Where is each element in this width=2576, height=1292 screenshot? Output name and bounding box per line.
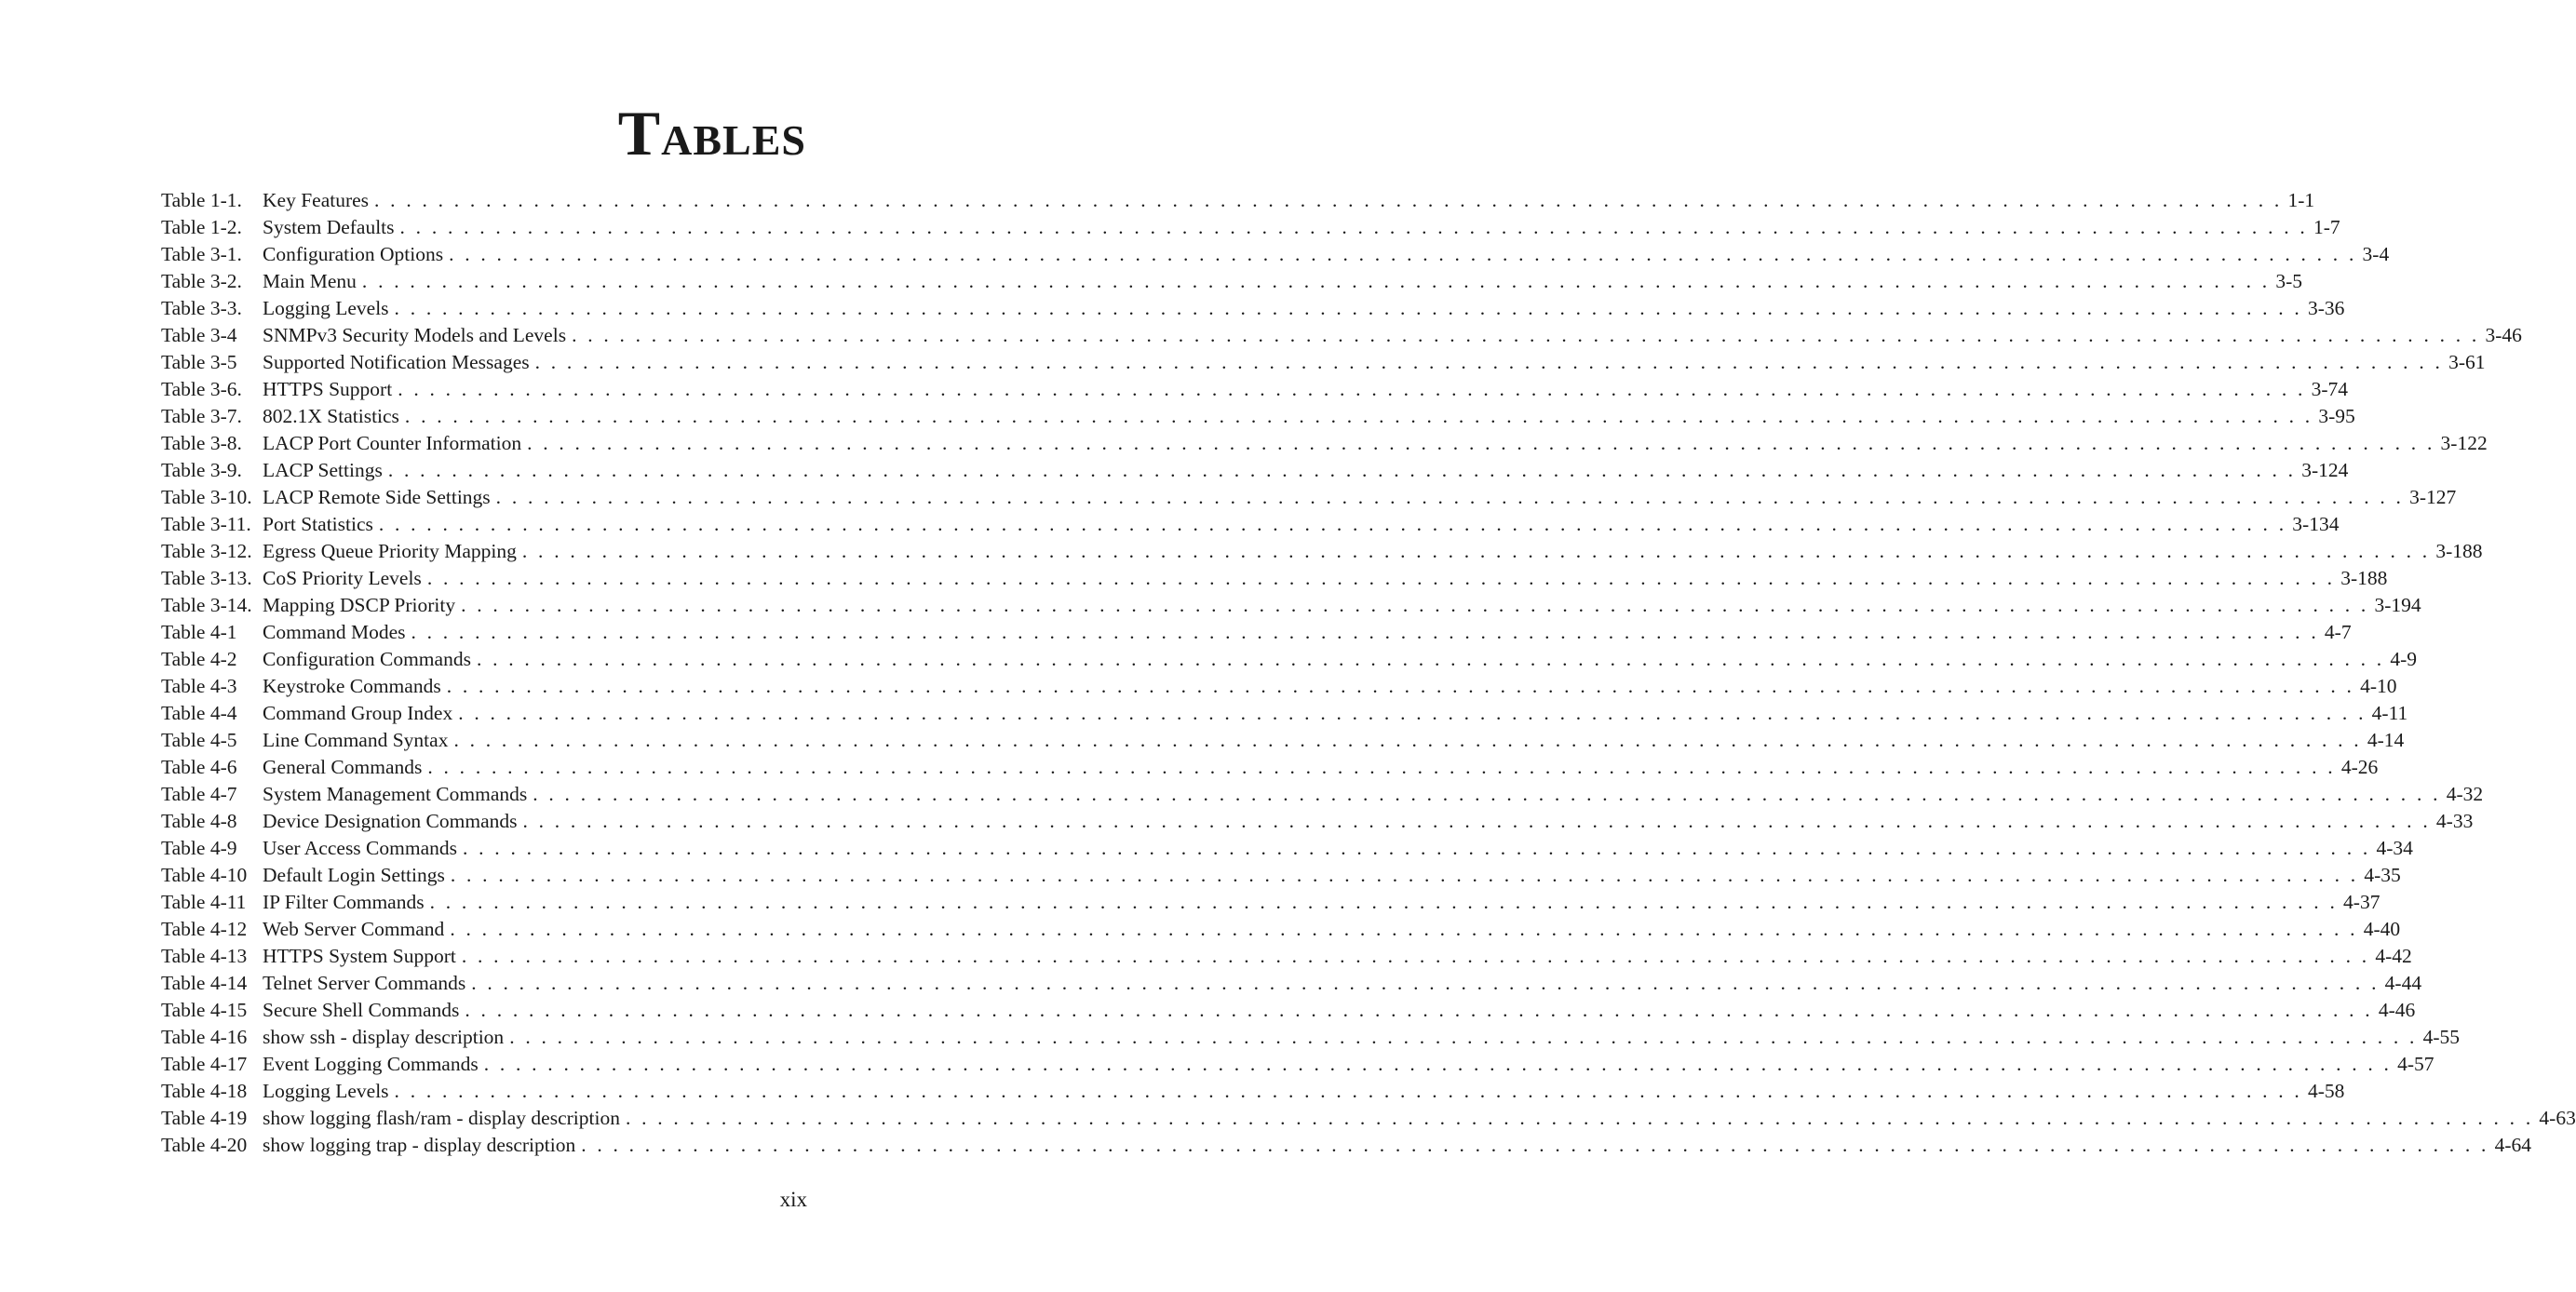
toc-entry-page: 3-194 <box>2374 594 2421 616</box>
toc-entry-number: Table 1-1. <box>161 189 242 211</box>
toc-entry[interactable] <box>161 1107 2576 1134</box>
toc-entry[interactable] <box>161 324 2522 351</box>
dot-leader: . . . . . . . . . . . . . . . . . . . . . . . . . . . . . . . . . . . . . . . . . . . . . . . . . . . . . . . . . . . . . . . . . . . . . . . . . . . . . . . . . . . . . . . . . . . . . . . . . . . . . . . . . . . . . . . . . . . . . . . . <box>387 459 2297 481</box>
toc-entry-page: 4-26 <box>2340 756 2379 778</box>
toc-entry-page: 3-95 <box>2318 405 2355 427</box>
toc-entry-page: 3-188 <box>2340 567 2388 589</box>
toc-entry-page: 4-32 <box>2446 783 2484 805</box>
toc-entry-title: Secure Shell Commands <box>263 999 460 1021</box>
toc-entry[interactable] <box>161 405 2355 432</box>
toc-entry-title: Main Menu <box>263 270 357 292</box>
toc-entry-title: Port Statistics <box>263 513 373 535</box>
toc-entry-number: Table 3-11. <box>161 513 251 535</box>
toc-entry-page: 4-34 <box>2376 837 2413 859</box>
toc-entry-title: General Commands <box>263 756 423 778</box>
toc-entry-page: 3-124 <box>2301 459 2349 481</box>
dot-leader: . . . . . . . . . . . . . . . . . . . . . . . . . . . . . . . . . . . . . . . . . . . . . . . . . . . . . . . . . . . . . . . . . . . . . . . . . . . . . . . . . . . . . . . . . . . . . . . . . . . . . . . . . . . . . . . . . . . . . . . . <box>426 567 2336 589</box>
toc-entry-number: Table 3-4 <box>161 324 237 346</box>
toc-entry-number: Table 4-2 <box>161 648 237 670</box>
toc-entry-title: Line Command Syntax <box>263 729 449 751</box>
toc-entry[interactable] <box>161 621 2352 648</box>
toc-entry[interactable] <box>161 243 2390 270</box>
dot-leader: . . . . . . . . . . . . . . . . . . . . . . . . . . . . . . . . . . . . . . . . . . . . . . . . . . . . . . . . . . . . . . . . . . . . . . . . . . . . . . . . . . . . . . . . . . . . . . . . . . . . . . . . . . . . . . . . . . . . . . . . <box>509 1026 2418 1048</box>
toc-entry-title: LACP Port Counter Information <box>263 432 522 454</box>
toc-entry-number: Table 4-9 <box>161 837 237 859</box>
toc-entry-title: Device Designation Commands <box>263 810 518 832</box>
toc-entry-title: Logging Levels <box>263 1080 389 1102</box>
toc-entry-title: Telnet Server Commands <box>263 972 466 994</box>
toc-entry[interactable] <box>161 918 2401 945</box>
toc-entry-number: Table 4-6 <box>161 756 237 778</box>
toc-entry[interactable] <box>161 810 2474 837</box>
toc-entry-number: Table 3-13. <box>161 567 252 589</box>
toc-entry-title: Configuration Options <box>263 243 444 265</box>
toc-entry-page: 3-61 <box>2448 351 2486 373</box>
dot-leader: . . . . . . . . . . . . . . . . . . . . . . . . . . . . . . . . . . . . . . . . . . . . . . . . . . . . . . . . . . . . . . . . . . . . . . . . . . . . . . . . . . . . . . . . . . . . . . . . . . . . . . . . . . . . . . . . . . . . . . . . <box>534 351 2444 373</box>
toc-entry-title: Egress Queue Priority Mapping <box>263 540 517 562</box>
toc-entry-number: Table 3-10. <box>161 486 252 508</box>
toc-entry-number: Table 4-1 <box>161 621 237 643</box>
toc-entry-page: 4-63 <box>2539 1107 2576 1129</box>
toc-entry[interactable] <box>161 459 2349 486</box>
toc-entry-number: Table 4-18 <box>161 1080 248 1102</box>
toc-entry-number: Table 3-8. <box>161 432 242 454</box>
dot-leader: . . . . . . . . . . . . . . . . . . . . . . . . . . . . . . . . . . . . . . . . . . . . . . . . . . . . . . . . . . . . . . . . . . . . . . . . . . . . . . . . . . . . . . . . . . . . . . . . . . . . . . . . . . . . . . . . . . . . . . . . <box>533 783 2441 805</box>
toc-entry-title: Event Logging Commands <box>263 1053 479 1075</box>
dot-leader: . . . . . . . . . . . . . . . . . . . . . . . . . . . . . . . . . . . . . . . . . . . . . . . . . . . . . . . . . . . . . . . . . . . . . . . . . . . . . . . . . . . . . . . . . . . . . . . . . . . . . . . . . . . . . . . . . . . . . . . . <box>399 216 2308 238</box>
page-title <box>617 97 806 168</box>
toc-entry-number: Table 3-12. <box>161 540 252 562</box>
toc-entry-title: 802.1X Statistics <box>263 405 399 427</box>
toc-entry-page: 4-9 <box>2390 648 2418 670</box>
toc-entry-page: 4-7 <box>2324 621 2352 643</box>
toc-entry-title: Logging Levels <box>263 297 389 319</box>
toc-entry-title: IP Filter Commands <box>263 891 425 913</box>
toc-entry[interactable] <box>161 567 2388 594</box>
toc-entry-page: 4-33 <box>2435 810 2474 832</box>
toc-entry-title: System Management Commands <box>263 783 528 805</box>
toc-entry-page: 4-35 <box>2364 864 2401 886</box>
toc-entry[interactable] <box>161 864 2401 891</box>
page-number: xix <box>779 1188 807 1211</box>
toc-entry[interactable] <box>161 189 2315 216</box>
toc-entry-number: Table 3-14. <box>161 594 252 616</box>
dot-leader: . . . . . . . . . . . . . . . . . . . . . . . . . . . . . . . . . . . . . . . . . . . . . . . . . . . . . . . . . . . . . . . . . . . . . . . . . . . . . . . . . . . . . . . . . . . . . . . . . . . . . . . . . . . . . . . . . . . . . . . . <box>450 864 2359 886</box>
toc-entry-page: 4-37 <box>2343 891 2380 913</box>
toc-entry-page: 4-44 <box>2384 972 2422 994</box>
toc-entry-page: 4-55 <box>2422 1026 2461 1048</box>
dot-leader: . . . . . . . . . . . . . . . . . . . . . . . . . . . . . . . . . . . . . . . . . . . . . . . . . . . . . . . . . . . . . . . . . . . . . . . . . . . . . . . . . . . . . . . . . . . . . . . . . . . . . . . . . . . . . . . . . . . . . . . . <box>458 702 2367 724</box>
toc-entry-number: Table 3-5 <box>161 351 237 373</box>
toc-entry-number: Table 4-13 <box>161 945 248 967</box>
toc-entry-number: Table 1-2. <box>161 216 242 238</box>
dot-leader: . . . . . . . . . . . . . . . . . . . . . . . . . . . . . . . . . . . . . . . . . . . . . . . . . . . . . . . . . . . . . . . . . . . . . . . . . . . . . . . . . . . . . . . . . . . . . . . . . . . . . . . . . . . . . . . . . . . . . . . . <box>483 1053 2393 1075</box>
toc-entry[interactable] <box>161 1080 2345 1107</box>
toc-entry-page: 4-10 <box>2360 675 2397 697</box>
toc-entry-page: 3-122 <box>2440 432 2488 454</box>
toc-entry-title: HTTPS System Support <box>263 945 456 967</box>
dot-leader: . . . . . . . . . . . . . . . . . . . . . . . . . . . . . . . . . . . . . . . . . . . . . . . . . . . . . . . . . . . . . . . . . . . . . . . . . . . . . . . . . . . . . . . . . . . . . . . . . . . . . . . . . . . . . . . . . . . . . . . . <box>495 486 2405 508</box>
toc-entry-title: Configuration Commands <box>263 648 471 670</box>
dot-leader: . . . . . . . . . . . . . . . . . . . . . . . . . . . . . . . . . . . . . . . . . . . . . . . . . . . . . . . . . . . . . . . . . . . . . . . . . . . . . . . . . . . . . . . . . . . . . . . . . . . . . . . . . . . . . . . . . . . . . . . . <box>476 648 2385 670</box>
dot-leader: . . . . . . . . . . . . . . . . . . . . . . . . . . . . . . . . . . . . . . . . . . . . . . . . . . . . . . . . . . . . . . . . . . . . . . . . . . . . . . . . . . . . . . . . . . . . . . . . . . . . . . . . . . . . . . . . . . . . . . . . <box>394 1080 2302 1102</box>
toc-entry-number: Table 4-5 <box>161 729 237 751</box>
toc-entry-page: 4-58 <box>2307 1080 2345 1102</box>
toc-entry-title: Keystroke Commands <box>263 675 441 697</box>
dot-leader: . . . . . . . . . . . . . . . . . . . . . . . . . . . . . . . . . . . . . . . . . . . . . . . . . . . . . . . . . . . . . . . . . . . . . . . . . . . . . . . . . . . . . . . . . . . . . . . . . . . . . . . . . . . . . . . . . . . . . . . . <box>461 945 2370 967</box>
dot-leader: . . . . . . . . . . . . . . . . . . . . . . . . . . . . . . . . . . . . . . . . . . . . . . . . . . . . . . . . . . . . . . . . . . . . . . . . . . . . . . . . . . . . . . . . . . . . . . . . . . . . . . . . . . . . . . . . . . . . . . . . <box>429 891 2339 913</box>
toc-entry-page: 4-14 <box>2367 729 2405 751</box>
dot-leader: . . . . . . . . . . . . . . . . . . . . . . . . . . . . . . . . . . . . . . . . . . . . . . . . . . . . . . . . . . . . . . . . . . . . . . . . . . . . . . . . . . . . . . . . . . . . . . . . . . . . . . . . . . . . . . . . . . . . . . . . <box>527 432 2435 454</box>
toc-entry-number: Table 4-4 <box>161 702 237 724</box>
toc-entry-number: Table 3-6. <box>161 378 242 400</box>
toc-entry-page: 4-42 <box>2375 945 2412 967</box>
dot-leader: . . . . . . . . . . . . . . . . . . . . . . . . . . . . . . . . . . . . . . . . . . . . . . . . . . . . . . . . . . . . . . . . . . . . . . . . . . . . . . . . . . . . . . . . . . . . . . . . . . . . . . . . . . . . . . . . . . . . . . . . <box>427 756 2336 778</box>
toc-entry-number: Table 4-3 <box>161 675 237 697</box>
table-of-tables <box>161 189 2576 1161</box>
toc-entry-number: Table 3-2. <box>161 270 242 292</box>
dot-leader: . . . . . . . . . . . . . . . . . . . . . . . . . . . . . . . . . . . . . . . . . . . . . . . . . . . . . . . . . . . . . . . . . . . . . . . . . . . . . . . . . . . . . . . . . . . . . . . . . . . . . . . . . . . . . . . . . . . . . . . . <box>449 243 2357 265</box>
toc-entry[interactable] <box>161 999 2416 1026</box>
toc-entry-title: Command Group Index <box>263 702 453 724</box>
dot-leader: . . . . . . . . . . . . . . . . . . . . . . . . . . . . . . . . . . . . . . . . . . . . . . . . . . . . . . . . . . . . . . . . . . . . . . . . . . . . . . . . . . . . . . . . . . . . . . . . . . . . . . . . . . . . . . . . . . . . . . . . <box>581 1134 2489 1156</box>
toc-entry-page: 3-4 <box>2362 243 2390 265</box>
toc-entry-number: Table 4-20 <box>161 1134 248 1156</box>
toc-entry-page: 4-11 <box>2371 702 2408 724</box>
toc-entry[interactable] <box>161 1053 2434 1080</box>
toc-entry-number: Table 4-7 <box>161 783 237 805</box>
toc-entry-page: 3-134 <box>2292 513 2340 535</box>
toc-entry-number: Table 4-10 <box>161 864 248 886</box>
toc-entry[interactable] <box>161 837 2413 864</box>
toc-entry-number: Table 3-7. <box>161 405 242 427</box>
toc-entry-page: 1-7 <box>2313 216 2340 238</box>
toc-entry[interactable] <box>161 594 2421 621</box>
toc-entry-page: 4-64 <box>2494 1134 2532 1156</box>
toc-entry-title: System Defaults <box>263 216 395 238</box>
toc-entry[interactable] <box>161 486 2457 513</box>
toc-entry-page: 4-46 <box>2378 999 2416 1021</box>
toc-entry[interactable] <box>161 1134 2532 1161</box>
toc-entry-page: 1-1 <box>2287 189 2315 211</box>
dot-leader: . . . . . . . . . . . . . . . . . . . . . . . . . . . . . . . . . . . . . . . . . . . . . . . . . . . . . . . . . . . . . . . . . . . . . . . . . . . . . . . . . . . . . . . . . . . . . . . . . . . . . . . . . . . . . . . . . . . . . . . . <box>625 1107 2534 1129</box>
toc-entry-number: Table 3-1. <box>161 243 242 265</box>
toc-entry-title: Mapping DSCP Priority <box>263 594 456 616</box>
dot-leader: . . . . . . . . . . . . . . . . . . . . . . . . . . . . . . . . . . . . . . . . . . . . . . . . . . . . . . . . . . . . . . . . . . . . . . . . . . . . . . . . . . . . . . . . . . . . . . . . . . . . . . . . . . . . . . . . . . . . . . . . <box>465 999 2373 1021</box>
toc-entry[interactable] <box>161 675 2397 702</box>
dot-leader: . . . . . . . . . . . . . . . . . . . . . . . . . . . . . . . . . . . . . . . . . . . . . . . . . . . . . . . . . . . . . . . . . . . . . . . . . . . . . . . . . . . . . . . . . . . . . . . . . . . . . . . . . . . . . . . . . . . . . . . . <box>522 810 2431 832</box>
toc-entry[interactable] <box>161 972 2422 999</box>
toc-entry-number: Table 4-19 <box>161 1107 248 1129</box>
toc-entry-number: Table 3-9. <box>161 459 242 481</box>
toc-entry-title: show logging flash/ram - display description <box>263 1107 620 1129</box>
dot-leader: . . . . . . . . . . . . . . . . . . . . . . . . . . . . . . . . . . . . . . . . . . . . . . . . . . . . . . . . . . . . . . . . . . . . . . . . . . . . . . . . . . . . . . . . . . . . . . . . . . . . . . . . . . . . . . . . . . . . . . . . <box>463 837 2371 859</box>
toc-entry-page: 3-46 <box>2485 324 2522 346</box>
toc-entry-page: 3-188 <box>2435 540 2483 562</box>
toc-entry[interactable] <box>161 756 2379 783</box>
toc-entry-number: Table 4-14 <box>161 972 248 994</box>
toc-entry-number: Table 4-16 <box>161 1026 248 1048</box>
toc-entry[interactable] <box>161 351 2486 378</box>
dot-leader: . . . . . . . . . . . . . . . . . . . . . . . . . . . . . . . . . . . . . . . . . . . . . . . . . . . . . . . . . . . . . . . . . . . . . . . . . . . . . . . . . . . . . . . . . . . . . . . . . . . . . . . . . . . . . . . . . . . . . . . . <box>404 405 2313 427</box>
dot-leader: . . . . . . . . . . . . . . . . . . . . . . . . . . . . . . . . . . . . . . . . . . . . . . . . . . . . . . . . . . . . . . . . . . . . . . . . . . . . . . . . . . . . . . . . . . . . . . . . . . . . . . . . . . . . . . . . . . . . . . . . <box>374 189 2283 211</box>
toc-entry-title: SNMPv3 Security Models and Levels <box>263 324 567 346</box>
toc-entry-page: 3-127 <box>2409 486 2457 508</box>
toc-entry-title: Supported Notification Messages <box>263 351 530 373</box>
toc-entry[interactable] <box>161 891 2380 918</box>
toc-entry-title: show logging trap - display description <box>263 1134 576 1156</box>
toc-entry[interactable] <box>161 297 2345 324</box>
toc-entry-number: Table 4-11 <box>161 891 247 913</box>
toc-entry-title: CoS Priority Levels <box>263 567 422 589</box>
toc-entry[interactable] <box>161 270 2303 297</box>
toc-entry[interactable] <box>161 945 2412 972</box>
toc-entry-page: 3-74 <box>2311 378 2349 400</box>
toc-entry[interactable] <box>161 648 2418 675</box>
dot-leader: . . . . . . . . . . . . . . . . . . . . . . . . . . . . . . . . . . . . . . . . . . . . . . . . . . . . . . . . . . . . . . . . . . . . . . . . . . . . . . . . . . . . . . . . . . . . . . . . . . . . . . . . . . . . . . . . . . . . . . . . <box>450 918 2358 940</box>
toc-entry[interactable] <box>161 729 2405 756</box>
toc-entry-number: Table 4-15 <box>161 999 248 1021</box>
page-title-initial: T <box>617 97 662 168</box>
dot-leader: . . . . . . . . . . . . . . . . . . . . . . . . . . . . . . . . . . . . . . . . . . . . . . . . . . . . . . . . . . . . . . . . . . . . . . . . . . . . . . . . . . . . . . . . . . . . . . . . . . . . . . . . . . . . . . . . . . . . . . . . <box>398 378 2306 400</box>
toc-entry-page: 4-57 <box>2397 1053 2434 1075</box>
toc-entry[interactable] <box>161 432 2488 459</box>
toc-entry[interactable] <box>161 702 2408 729</box>
toc-entry-number: Table 4-17 <box>161 1053 248 1075</box>
dot-leader: . . . . . . . . . . . . . . . . . . . . . . . . . . . . . . . . . . . . . . . . . . . . . . . . . . . . . . . . . . . . . . . . . . . . . . . . . . . . . . . . . . . . . . . . . . . . . . . . . . . . . . . . . . . . . . . . . . . . . . . . <box>453 729 2362 751</box>
toc-entry-number: Table 3-3. <box>161 297 242 319</box>
toc-entry-title: LACP Settings <box>263 459 383 481</box>
dot-leader: . . . . . . . . . . . . . . . . . . . . . . . . . . . . . . . . . . . . . . . . . . . . . . . . . . . . . . . . . . . . . . . . . . . . . . . . . . . . . . . . . . . . . . . . . . . . . . . . . . . . . . . . . . . . . . . . . . . . . . . . <box>572 324 2480 346</box>
dot-leader: . . . . . . . . . . . . . . . . . . . . . . . . . . . . . . . . . . . . . . . . . . . . . . . . . . . . . . . . . . . . . . . . . . . . . . . . . . . . . . . . . . . . . . . . . . . . . . . . . . . . . . . . . . . . . . . . . . . . . . . . <box>361 270 2271 292</box>
toc-entry-title: Web Server Command <box>263 918 445 940</box>
toc-entry-number: Table 4-8 <box>161 810 237 832</box>
dot-leader: . . . . . . . . . . . . . . . . . . . . . . . . . . . . . . . . . . . . . . . . . . . . . . . . . . . . . . . . . . . . . . . . . . . . . . . . . . . . . . . . . . . . . . . . . . . . . . . . . . . . . . . . . . . . . . . . . . . . . . . . <box>521 540 2431 562</box>
toc-entry[interactable] <box>161 783 2484 810</box>
page-title-rest: ABLES <box>661 115 806 164</box>
toc-entry[interactable] <box>161 1026 2461 1053</box>
toc-entry-number: Table 4-12 <box>161 918 248 940</box>
dot-leader: . . . . . . . . . . . . . . . . . . . . . . . . . . . . . . . . . . . . . . . . . . . . . . . . . . . . . . . . . . . . . . . . . . . . . . . . . . . . . . . . . . . . . . . . . . . . . . . . . . . . . . . . . . . . . . . . . . . . . . . . <box>471 972 2380 994</box>
toc-entry-title: show ssh - display description <box>263 1026 505 1048</box>
toc-entry[interactable] <box>161 540 2483 567</box>
dot-leader: . . . . . . . . . . . . . . . . . . . . . . . . . . . . . . . . . . . . . . . . . . . . . . . . . . . . . . . . . . . . . . . . . . . . . . . . . . . . . . . . . . . . . . . . . . . . . . . . . . . . . . . . . . . . . . . . . . . . . . . . <box>411 621 2319 643</box>
toc-entry-title: Default Login Settings <box>263 864 445 886</box>
toc-entry-title: Command Modes <box>263 621 406 643</box>
dot-leader: . . . . . . . . . . . . . . . . . . . . . . . . . . . . . . . . . . . . . . . . . . . . . . . . . . . . . . . . . . . . . . . . . . . . . . . . . . . . . . . . . . . . . . . . . . . . . . . . . . . . . . . . . . . . . . . . . . . . . . . . <box>446 675 2355 697</box>
dot-leader: . . . . . . . . . . . . . . . . . . . . . . . . . . . . . . . . . . . . . . . . . . . . . . . . . . . . . . . . . . . . . . . . . . . . . . . . . . . . . . . . . . . . . . . . . . . . . . . . . . . . . . . . . . . . . . . . . . . . . . . . <box>378 513 2287 535</box>
toc-entry[interactable] <box>161 216 2340 243</box>
toc-entry-page: 3-36 <box>2307 297 2345 319</box>
toc-entry-title: LACP Remote Side Settings <box>263 486 491 508</box>
dot-leader: . . . . . . . . . . . . . . . . . . . . . . . . . . . . . . . . . . . . . . . . . . . . . . . . . . . . . . . . . . . . . . . . . . . . . . . . . . . . . . . . . . . . . . . . . . . . . . . . . . . . . . . . . . . . . . . . . . . . . . . . <box>461 594 2369 616</box>
toc-entry-page: 3-5 <box>2275 270 2303 292</box>
dot-leader: . . . . . . . . . . . . . . . . . . . . . . . . . . . . . . . . . . . . . . . . . . . . . . . . . . . . . . . . . . . . . . . . . . . . . . . . . . . . . . . . . . . . . . . . . . . . . . . . . . . . . . . . . . . . . . . . . . . . . . . . <box>394 297 2302 319</box>
toc-entry-title: User Access Commands <box>263 837 457 859</box>
toc-entry-page: 4-40 <box>2363 918 2401 940</box>
toc-entry[interactable] <box>161 513 2340 540</box>
toc-entry-title: Key Features <box>263 189 370 211</box>
toc-entry-title: HTTPS Support <box>263 378 393 400</box>
toc-entry[interactable] <box>161 378 2349 405</box>
